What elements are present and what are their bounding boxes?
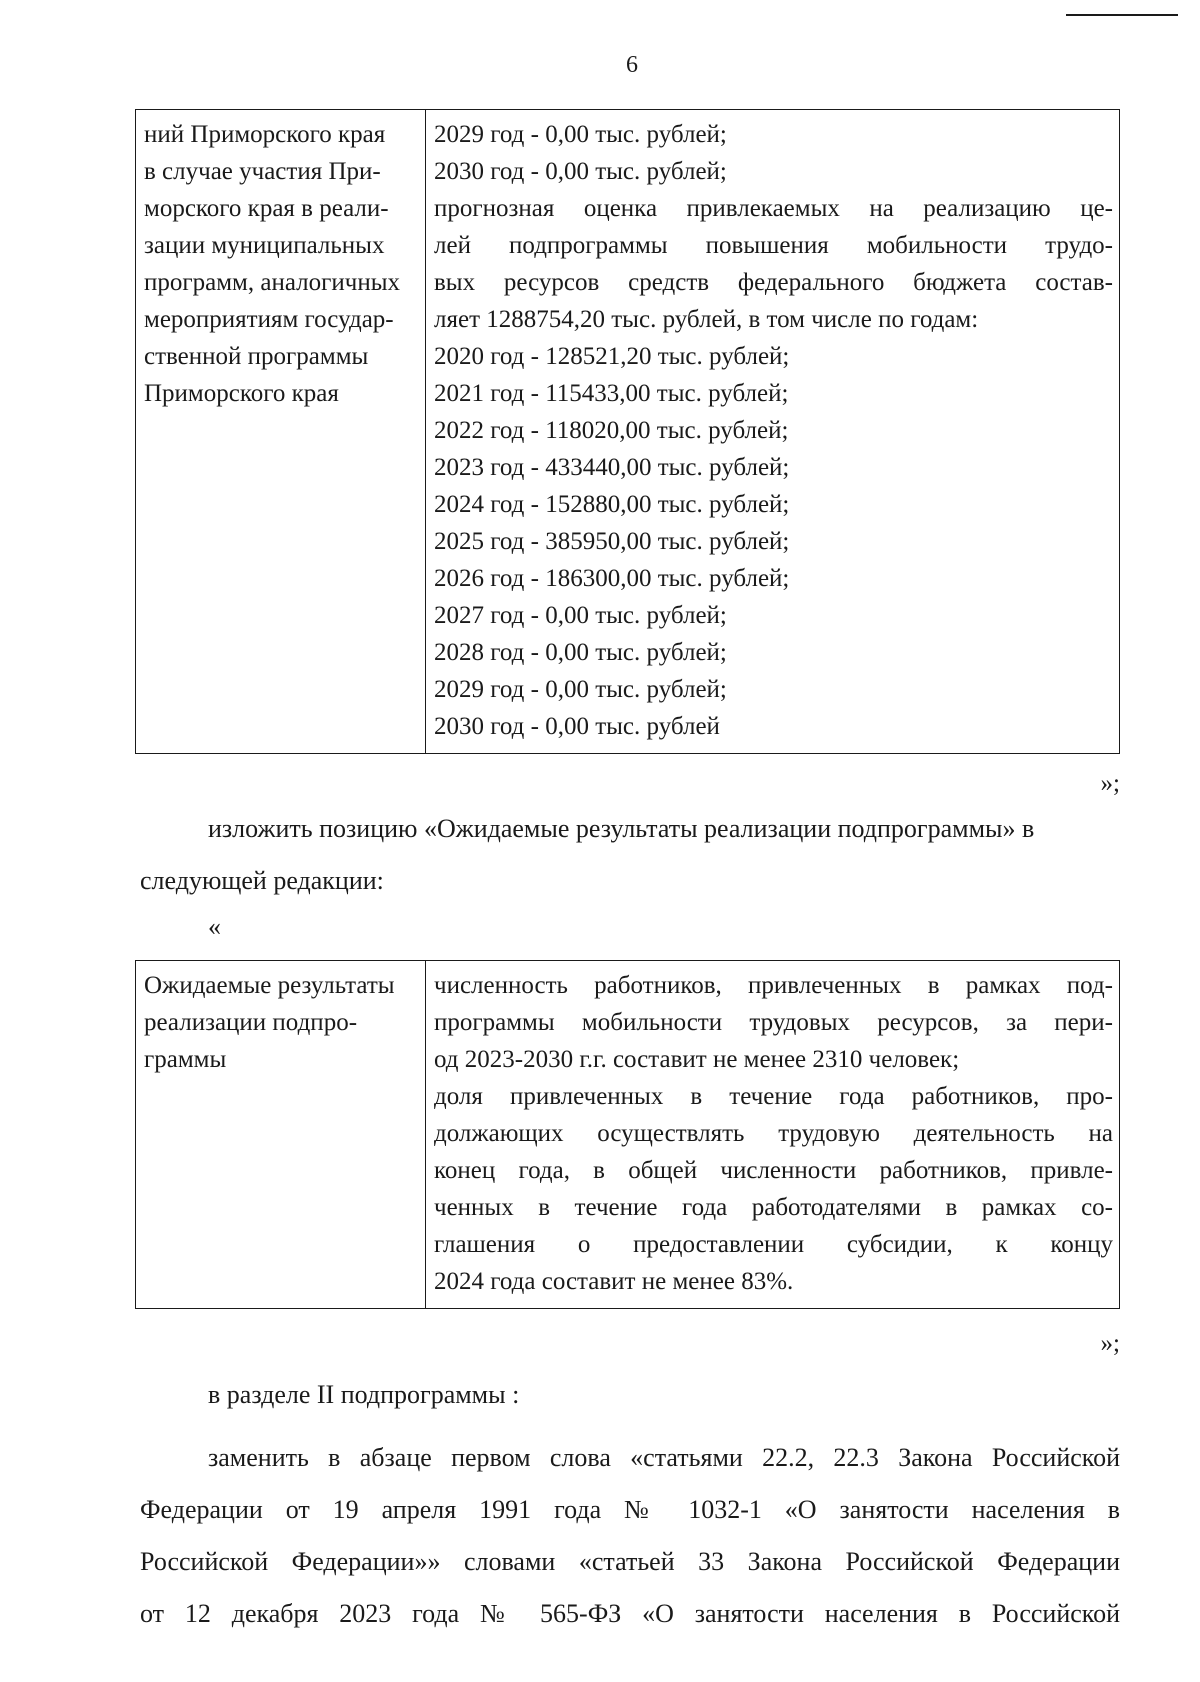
instruction-paragraph: изложить позицию «Ожидаемые результаты реализации подпрограммы» в [208,814,1035,843]
text-line: заменить в абзаце первом слова «статьями 22.2, 22.3 Закона Российской [208,1443,1120,1472]
text-line: от 12 декабря 2023 года № 565-ФЗ «О занятости населения в Российской [140,1599,1120,1628]
table-left-cell [136,961,426,1309]
instruction-paragraph-continued: следующей редакции: [140,866,384,895]
body-paragraph [140,1432,1120,1640]
text-line: 2025 год - 385950,00 тыс. рублей; [434,528,790,555]
text-line: 2024 год - 152880,00 тыс. рублей; [434,491,790,518]
text-line: 2029 год - 0,00 тыс. рублей; [434,121,727,148]
text-line: 2026 год - 186300,00 тыс. рублей; [434,565,790,592]
text-line: 2030 год - 0,00 тыс. рублей; [434,158,727,185]
opening-quote: « [208,912,221,941]
text-line: должающих осуществлять трудовую деятельность на [434,1120,1113,1147]
table-row [136,110,1120,754]
text-line: глашения о предоставлении субсидии, к концу [434,1231,1113,1258]
page-number: 6 [626,52,638,78]
text-line: од 2023-2030 г.г. составит не менее 2310 человек; [434,1046,960,1073]
text-line: конец года, в общей численности работников, привле- [434,1157,1113,1184]
text-line: численность работников, привлеченных в рамках под- [434,972,1113,999]
text-line: ляет 1288754,20 тыс. рублей, в том числе по годам: [434,306,979,333]
text-line: доля привлеченных в течение года работников, про- [434,1083,1113,1110]
table-left-cell [136,110,426,754]
text-line: 2027 год - 0,00 тыс. рублей; [434,602,727,629]
text-line: программ, аналогичных [144,269,401,296]
closing-quote: »; [1100,770,1120,797]
text-line: 2029 год - 0,00 тыс. рублей; [434,676,727,703]
text-line: Федерации от 19 апреля 1991 года № 1032-1 «О занятости населения в [140,1495,1120,1524]
text-line: вых ресурсов средств федерального бюджета состав- [434,269,1113,296]
text-line: зации муниципальных [144,232,385,259]
text-line: 2022 год - 118020,00 тыс. рублей; [434,417,789,444]
text-line: ченных в течение года работодателями в рамках со- [434,1194,1113,1221]
text-line: 2028 год - 0,00 тыс. рублей; [434,639,727,666]
text-line: 2030 год - 0,00 тыс. рублей [434,713,720,740]
expected-results-table [135,960,1120,1309]
text-line: Ожидаемые результаты [144,972,395,999]
text-line: 2024 года составит не менее 83%. [434,1268,794,1295]
text-line: 2020 год - 128521,20 тыс. рублей; [434,343,790,370]
text-line: прогнозная оценка привлекаемых на реализацию це- [434,195,1113,222]
text-line: ственной программы [144,343,369,370]
table-right-cell [426,110,1120,754]
financing-table [135,109,1120,754]
table-row [136,961,1120,1309]
text-line: 2023 год - 433440,00 тыс. рублей; [434,454,790,481]
table-right-cell [426,961,1120,1309]
text-line: программы мобильности трудовых ресурсов, за пери- [434,1009,1113,1036]
section-line: в разделе II подпрограммы : [208,1380,520,1409]
text-line: Приморского края [144,380,339,407]
text-line: мероприятиям государ- [144,306,394,333]
text-line: реализации подпро- [144,1009,358,1036]
text-line: в случае участия При- [144,158,381,185]
text-line: 2021 год - 115433,00 тыс. рублей; [434,380,789,407]
text-line: Российской Федерации»» словами «статьей 33 Закона Российской Федерации [140,1547,1120,1576]
text-line: граммы [144,1046,227,1073]
closing-quote: »; [1100,1330,1120,1357]
text-line: морского края в реали- [144,195,389,222]
text-line: ний Приморского края [144,121,386,148]
text-line: лей подпрограммы повышения мобильности трудо- [434,232,1113,259]
top-rule [1066,14,1178,16]
